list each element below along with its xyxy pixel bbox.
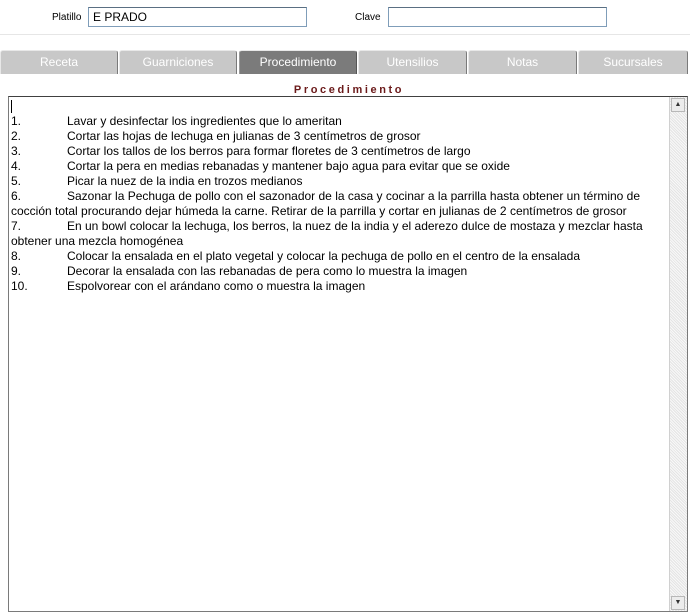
step-number: 6. xyxy=(11,189,22,203)
step-number: 2. xyxy=(11,129,22,143)
step-item xyxy=(11,159,657,174)
step-item xyxy=(11,279,657,294)
step-text: Decorar la ensalada con las rebanadas de pera como lo muestra la imagen xyxy=(67,264,468,278)
step-item xyxy=(11,174,657,189)
arrow-up-icon[interactable]: ▲ xyxy=(671,98,685,112)
text-caret xyxy=(11,100,12,113)
step-text: Espolvorear con el arándano como o muestra la imagen xyxy=(67,279,366,293)
step-text: Lavar y desinfectar los ingredientes que lo ameritan xyxy=(67,114,342,128)
step-number: 8. xyxy=(11,249,22,263)
step-text: Cortar los tallos de los berros para formar floretes de 3 centímetros de largo xyxy=(67,144,471,158)
tab-guarniciones[interactable]: Guarniciones xyxy=(119,50,237,74)
section-title: Procedimiento xyxy=(293,84,405,96)
step-text: En un bowl colocar la lechuga, los berros, la nuez de la india y el aderezo dulce de mostaza y mezclar hasta obtener una mezcla homogénea xyxy=(11,219,643,248)
step-number: 9. xyxy=(11,264,22,278)
step-text: Colocar la ensalada en el plato vegetal y colocar la pechuga de pollo en el centro de la ensalada xyxy=(67,249,581,263)
step-item xyxy=(11,114,657,129)
clave-input[interactable] xyxy=(388,7,607,27)
step-item xyxy=(11,219,657,249)
platillo-label: Platillo xyxy=(52,12,82,23)
tab-sucursales[interactable]: Sucursales xyxy=(578,50,688,74)
step-number: 5. xyxy=(11,174,22,188)
step-item xyxy=(11,249,657,264)
clave-label: Clave xyxy=(355,12,381,23)
step-text: Picar la nuez de la india en trozos medianos xyxy=(67,174,303,188)
tab-procedimiento[interactable]: Procedimiento xyxy=(239,50,357,74)
step-text: Sazonar la Pechuga de pollo con el sazonador de la casa y cocinar a la parrilla hasta obtener un término de cocción total procurando dejar húmeda la carne. Retirar de la parrilla y cortar en julianas de 2 centímetros de grosor xyxy=(11,189,641,218)
procedure-textarea[interactable] xyxy=(8,96,688,612)
header-divider xyxy=(0,34,690,35)
vertical-scrollbar[interactable] xyxy=(669,97,687,611)
arrow-down-icon[interactable]: ▼ xyxy=(671,596,685,610)
step-number: 4. xyxy=(11,159,22,173)
tab-notas[interactable]: Notas xyxy=(468,50,577,74)
step-number: 3. xyxy=(11,144,22,158)
step-item xyxy=(11,129,657,144)
step-item xyxy=(11,189,657,219)
step-item xyxy=(11,264,657,279)
step-text: Cortar la pera en medias rebanadas y mantener bajo agua para evitar que se oxide xyxy=(67,159,510,173)
tab-receta[interactable]: Receta xyxy=(0,50,118,74)
step-number: 10. xyxy=(11,279,28,293)
steps-list xyxy=(11,114,657,294)
step-number: 1. xyxy=(11,114,22,128)
tab-bar xyxy=(0,50,690,75)
platillo-input[interactable] xyxy=(88,7,307,27)
step-number: 7. xyxy=(11,219,22,233)
step-item xyxy=(11,144,657,159)
step-text: Cortar las hojas de lechuga en julianas de 3 centímetros de grosor xyxy=(67,129,421,143)
tab-utensilios[interactable]: Utensilios xyxy=(358,50,467,74)
